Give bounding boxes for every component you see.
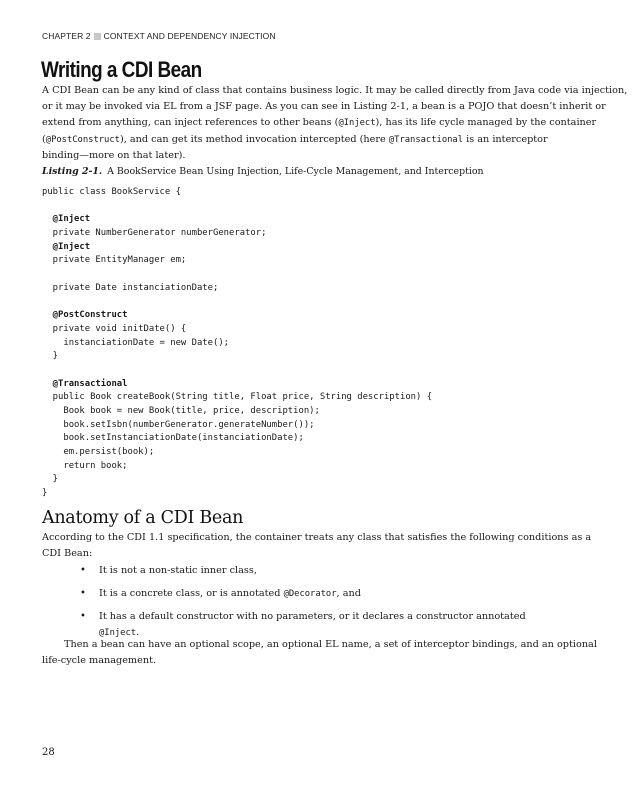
- code-line: private void initDate() {: [42, 323, 187, 334]
- code-line: }: [42, 351, 59, 362]
- list-item-text: [99, 586, 361, 602]
- separator-square-icon: [94, 33, 101, 40]
- code-line: private NumberGenerator numberGenerator;: [42, 228, 267, 239]
- list-item-text: It is not a non-static inner class,: [99, 565, 257, 576]
- intro-text: ), and can get its method invocation intercepted (here: [119, 133, 389, 145]
- inline-code-postconstruct: @PostConstruct: [45, 134, 120, 145]
- chapter-number: CHAPTER 2: [42, 31, 91, 41]
- intro-text: ), has its life cycle managed by the container: [375, 117, 597, 129]
- bullet-icon: •: [80, 588, 86, 599]
- code-line: }: [42, 488, 48, 499]
- code-line: [42, 200, 432, 214]
- code-line: @Transactional: [42, 378, 128, 389]
- code-line: public Book createBook(String title, Float price, String description) {: [42, 392, 433, 403]
- inline-code-decorator: @Decorator: [283, 589, 337, 599]
- code-line: private Date instanciationDate;: [42, 282, 219, 293]
- running-head: [42, 31, 276, 41]
- list-text: It has a default constructor with no parameters, or it declares a constructor annotated: [99, 611, 526, 622]
- chapter-title: CONTEXT AND DEPENDENCY INJECTION: [103, 31, 276, 41]
- closing-line-1: Then a bean can have an optional scope, an optional EL name, a set of interceptor bindings, and an optional: [64, 639, 597, 650]
- listing-label: Listing 2-1.: [42, 166, 103, 177]
- intro-line-2: or it may be invoked via EL from a JSF page. As you can see in Listing 2-1, a bean is a POJO that doesn’t inherit or: [42, 101, 606, 113]
- page-number: 28: [42, 747, 55, 758]
- code-line: [42, 364, 432, 378]
- code-line: instanciationDate = new Date();: [42, 337, 230, 348]
- code-line: em.persist(book);: [42, 447, 155, 458]
- code-line: private EntityManager em;: [42, 255, 187, 266]
- closing-line-2: life-cycle management.: [42, 655, 157, 667]
- closing-paragraph: [42, 637, 602, 669]
- intro-paragraph: [42, 83, 628, 164]
- code-line: Book book = new Book(title, price, description);: [42, 406, 320, 416]
- anatomy-line-2: CDI Bean:: [42, 548, 93, 560]
- subsection-heading: Anatomy of a CDI Bean: [42, 508, 244, 528]
- code-line: @PostConstruct: [42, 310, 128, 321]
- code-line: public class BookService {: [42, 187, 181, 197]
- bullet-icon: •: [80, 565, 86, 576]
- inline-code-transactional: @Transactional: [388, 134, 464, 145]
- listing-title: A BookService Bean Using Injection, Life-Cycle Management, and Interception: [107, 166, 484, 177]
- code-line: [42, 268, 432, 282]
- code-line: [42, 296, 432, 310]
- list-text: It is a concrete class, or is annotated: [99, 588, 284, 599]
- section-heading: Writing a CDI Bean: [41, 57, 202, 82]
- listing-caption: [42, 166, 484, 177]
- intro-line-5: binding—more on that later).: [42, 149, 186, 161]
- intro-line-4: [42, 132, 602, 148]
- code-line: @Inject: [42, 241, 91, 252]
- inline-code-inject: @Inject: [99, 628, 137, 639]
- code-line: @Inject: [42, 214, 91, 225]
- anatomy-paragraph: [42, 530, 602, 562]
- inline-code-inject: @Inject: [338, 118, 376, 129]
- intro-text: extend from anything, can inject references to other beans (: [42, 117, 339, 129]
- code-line: return book;: [42, 460, 128, 471]
- code-line: }: [42, 474, 59, 485]
- code-listing: [42, 186, 432, 501]
- code-line: book.setInstanciationDate(instanciationDate);: [42, 433, 304, 444]
- intro-line-1: A CDI Bean can be any kind of class that contains business logic. It may be called directly from Java code via injection,: [42, 85, 628, 96]
- bullet-icon: •: [80, 611, 86, 622]
- code-line: book.setIsbn(numberGenerator.generateNumber());: [42, 419, 315, 430]
- intro-text: is an interceptor: [463, 133, 548, 145]
- intro-line-3: [42, 115, 602, 131]
- list-text: , and: [336, 588, 361, 599]
- anatomy-line-1: According to the CDI 1.1 specification, the container treats any class that satisfies the following conditions as a: [42, 532, 592, 543]
- list-text: .: [136, 627, 140, 639]
- intro-text: (: [42, 133, 46, 145]
